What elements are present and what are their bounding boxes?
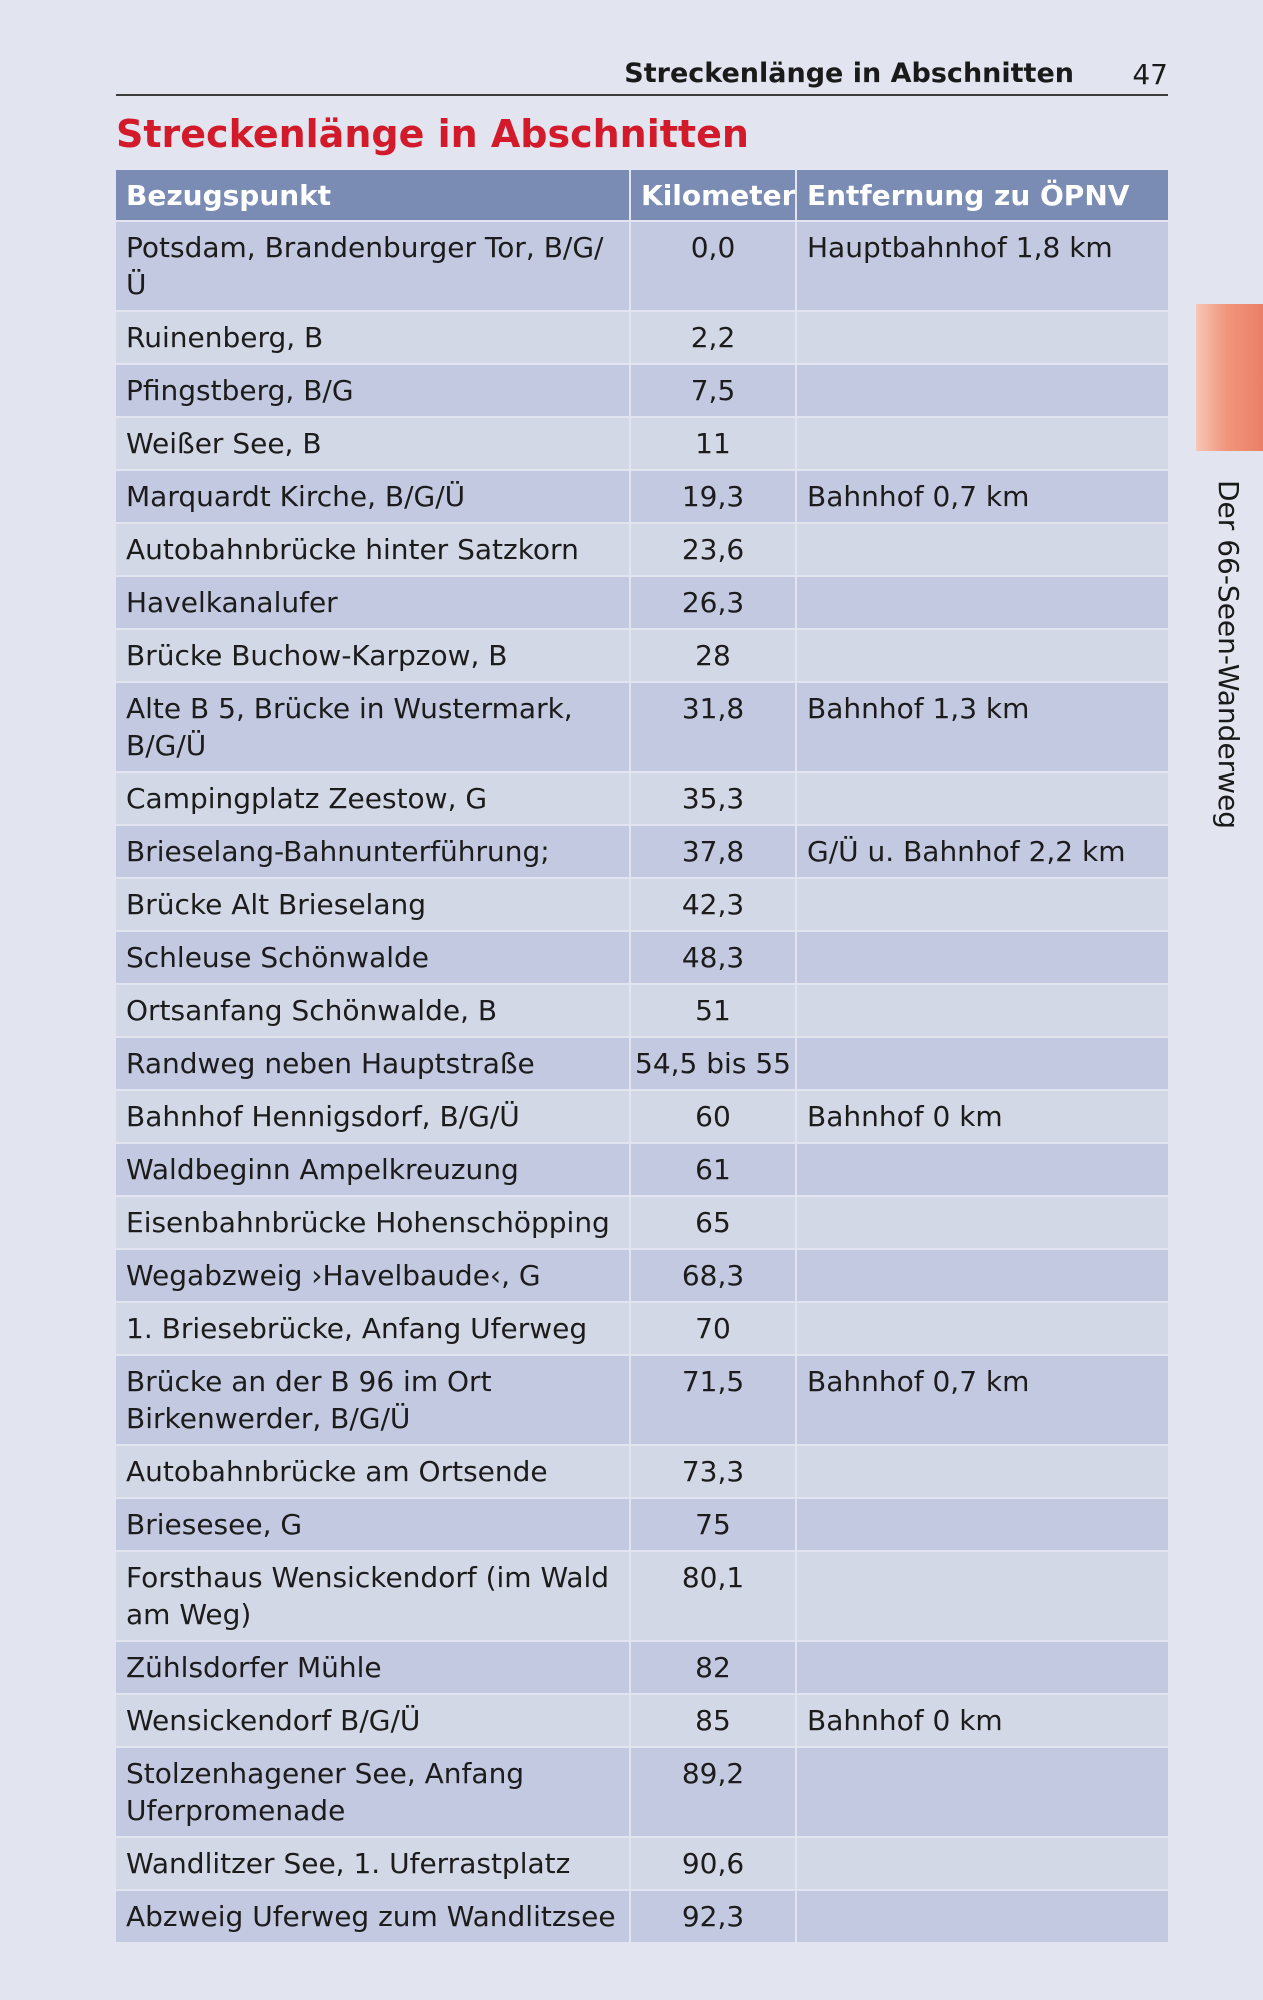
table-row bbox=[116, 682, 1168, 772]
cell-point: Schleuse Schönwalde bbox=[116, 931, 630, 984]
cell-point: Campingplatz Zeestow, G bbox=[116, 772, 630, 825]
cell-point: Weißer See, B bbox=[116, 417, 630, 470]
cell-km: 60 bbox=[630, 1090, 796, 1143]
column-header-km: Kilometer bbox=[630, 170, 796, 221]
cell-km: 19,3 bbox=[630, 470, 796, 523]
cell-transit bbox=[796, 1037, 1168, 1090]
distance-table bbox=[116, 170, 1168, 1942]
column-header-point: Bezugspunkt bbox=[116, 170, 630, 221]
cell-transit bbox=[796, 1143, 1168, 1196]
cell-transit bbox=[796, 931, 1168, 984]
cell-point: Brücke Alt Brieselang bbox=[116, 878, 630, 931]
cell-point: Abzweig Uferweg zum Wandlitzsee bbox=[116, 1890, 630, 1942]
table-row bbox=[116, 1302, 1168, 1355]
table-row bbox=[116, 931, 1168, 984]
table-row bbox=[116, 1355, 1168, 1445]
table-body bbox=[116, 221, 1168, 1942]
cell-transit bbox=[796, 1551, 1168, 1641]
cell-transit bbox=[796, 1498, 1168, 1551]
cell-transit bbox=[796, 1641, 1168, 1694]
table-row bbox=[116, 1037, 1168, 1090]
chapter-side-title: Der 66-Seen-Wanderweg bbox=[1212, 480, 1245, 830]
cell-transit bbox=[796, 523, 1168, 576]
table-row bbox=[116, 1641, 1168, 1694]
cell-km: 68,3 bbox=[630, 1249, 796, 1302]
cell-point: Havelkanalufer bbox=[116, 576, 630, 629]
cell-transit bbox=[796, 772, 1168, 825]
table-row bbox=[116, 1890, 1168, 1942]
cell-transit bbox=[796, 311, 1168, 364]
cell-km: 89,2 bbox=[630, 1747, 796, 1837]
cell-km: 48,3 bbox=[630, 931, 796, 984]
cell-transit: G/Ü u. Bahnhof 2,2 km bbox=[796, 825, 1168, 878]
cell-point: Bahnhof Hennigsdorf, B/G/Ü bbox=[116, 1090, 630, 1143]
cell-transit bbox=[796, 1196, 1168, 1249]
cell-point: Stolzenhagener See, Anfang Uferpromenade bbox=[116, 1747, 630, 1837]
cell-transit bbox=[796, 576, 1168, 629]
cell-point: Wegabzweig ›Havelbaude‹, G bbox=[116, 1249, 630, 1302]
cell-transit: Bahnhof 0,7 km bbox=[796, 1355, 1168, 1445]
table-row bbox=[116, 1837, 1168, 1890]
table-row bbox=[116, 629, 1168, 682]
column-header-transit: Entfernung zu ÖPNV bbox=[796, 170, 1168, 221]
cell-point: Waldbeginn Ampelkreuzung bbox=[116, 1143, 630, 1196]
page-number: 47 bbox=[1132, 58, 1168, 91]
cell-km: 65 bbox=[630, 1196, 796, 1249]
table-row bbox=[116, 1143, 1168, 1196]
table-row bbox=[116, 1445, 1168, 1498]
cell-transit: Bahnhof 0,7 km bbox=[796, 470, 1168, 523]
cell-km: 51 bbox=[630, 984, 796, 1037]
cell-point: Zühlsdorfer Mühle bbox=[116, 1641, 630, 1694]
cell-point: Brieselang-Bahnunterführung; bbox=[116, 825, 630, 878]
cell-km: 42,3 bbox=[630, 878, 796, 931]
cell-km: 28 bbox=[630, 629, 796, 682]
cell-km: 23,6 bbox=[630, 523, 796, 576]
table-row bbox=[116, 576, 1168, 629]
table-row bbox=[116, 417, 1168, 470]
cell-point: Pfingstberg, B/G bbox=[116, 364, 630, 417]
cell-point: Potsdam, Brandenburger Tor, B/G/Ü bbox=[116, 221, 630, 311]
cell-km: 7,5 bbox=[630, 364, 796, 417]
cell-point: Randweg neben Hauptstraße bbox=[116, 1037, 630, 1090]
table-row bbox=[116, 1694, 1168, 1747]
table-row bbox=[116, 1249, 1168, 1302]
cell-transit bbox=[796, 984, 1168, 1037]
cell-transit bbox=[796, 1890, 1168, 1942]
cell-km: 92,3 bbox=[630, 1890, 796, 1942]
cell-km: 37,8 bbox=[630, 825, 796, 878]
cell-point: Marquardt Kirche, B/G/Ü bbox=[116, 470, 630, 523]
table-header-row bbox=[116, 170, 1168, 221]
table-row bbox=[116, 311, 1168, 364]
cell-transit bbox=[796, 878, 1168, 931]
table-row bbox=[116, 364, 1168, 417]
cell-km: 75 bbox=[630, 1498, 796, 1551]
table-row bbox=[116, 772, 1168, 825]
table-row bbox=[116, 523, 1168, 576]
section-title: Streckenlänge in Abschnitten bbox=[116, 112, 749, 156]
cell-transit bbox=[796, 1747, 1168, 1837]
table-row bbox=[116, 1551, 1168, 1641]
cell-km: 54,5 bis 55 bbox=[630, 1037, 796, 1090]
cell-km: 80,1 bbox=[630, 1551, 796, 1641]
cell-point: 1. Briesebrücke, Anfang Uferweg bbox=[116, 1302, 630, 1355]
cell-km: 26,3 bbox=[630, 576, 796, 629]
cell-point: Autobahnbrücke am Ortsende bbox=[116, 1445, 630, 1498]
table-row bbox=[116, 878, 1168, 931]
cell-km: 70 bbox=[630, 1302, 796, 1355]
cell-km: 2,2 bbox=[630, 311, 796, 364]
cell-km: 90,6 bbox=[630, 1837, 796, 1890]
cell-point: Eisenbahnbrücke Hohenschöpping bbox=[116, 1196, 630, 1249]
cell-km: 82 bbox=[630, 1641, 796, 1694]
cell-point: Ruinenberg, B bbox=[116, 311, 630, 364]
cell-transit: Bahnhof 0 km bbox=[796, 1090, 1168, 1143]
cell-km: 73,3 bbox=[630, 1445, 796, 1498]
cell-point: Wensickendorf B/G/Ü bbox=[116, 1694, 630, 1747]
table-row bbox=[116, 1090, 1168, 1143]
table-row bbox=[116, 1196, 1168, 1249]
cell-point: Brücke an der B 96 im Ort Birkenwerder, B/G/Ü bbox=[116, 1355, 630, 1445]
cell-transit bbox=[796, 629, 1168, 682]
cell-km: 11 bbox=[630, 417, 796, 470]
cell-point: Ortsanfang Schönwalde, B bbox=[116, 984, 630, 1037]
table-row bbox=[116, 221, 1168, 311]
cell-km: 71,5 bbox=[630, 1355, 796, 1445]
cell-transit bbox=[796, 1249, 1168, 1302]
cell-transit bbox=[796, 1302, 1168, 1355]
cell-transit bbox=[796, 364, 1168, 417]
cell-km: 0,0 bbox=[630, 221, 796, 311]
cell-transit bbox=[796, 1837, 1168, 1890]
cell-point: Brücke Buchow-Karpzow, B bbox=[116, 629, 630, 682]
cell-transit: Bahnhof 1,3 km bbox=[796, 682, 1168, 772]
cell-transit bbox=[796, 1445, 1168, 1498]
cell-point: Alte B 5, Brücke in Wustermark, B/G/Ü bbox=[116, 682, 630, 772]
cell-transit: Bahnhof 0 km bbox=[796, 1694, 1168, 1747]
cell-km: 35,3 bbox=[630, 772, 796, 825]
cell-km: 85 bbox=[630, 1694, 796, 1747]
running-header-title: Streckenlänge in Abschnitten bbox=[624, 58, 1074, 89]
cell-km: 31,8 bbox=[630, 682, 796, 772]
cell-transit: Hauptbahnhof 1,8 km bbox=[796, 221, 1168, 311]
table-row bbox=[116, 825, 1168, 878]
cell-transit bbox=[796, 417, 1168, 470]
cell-point: Wandlitzer See, 1. Uferrastplatz bbox=[116, 1837, 630, 1890]
cell-point: Briesesee, G bbox=[116, 1498, 630, 1551]
cell-km: 61 bbox=[630, 1143, 796, 1196]
table-row bbox=[116, 1498, 1168, 1551]
thumb-index-tab bbox=[1196, 304, 1263, 451]
table-row bbox=[116, 1747, 1168, 1837]
table-row bbox=[116, 470, 1168, 523]
running-header bbox=[116, 56, 1168, 96]
table-row bbox=[116, 984, 1168, 1037]
cell-point: Autobahnbrücke hinter Satzkorn bbox=[116, 523, 630, 576]
cell-point: Forsthaus Wensickendorf (im Wald am Weg) bbox=[116, 1551, 630, 1641]
